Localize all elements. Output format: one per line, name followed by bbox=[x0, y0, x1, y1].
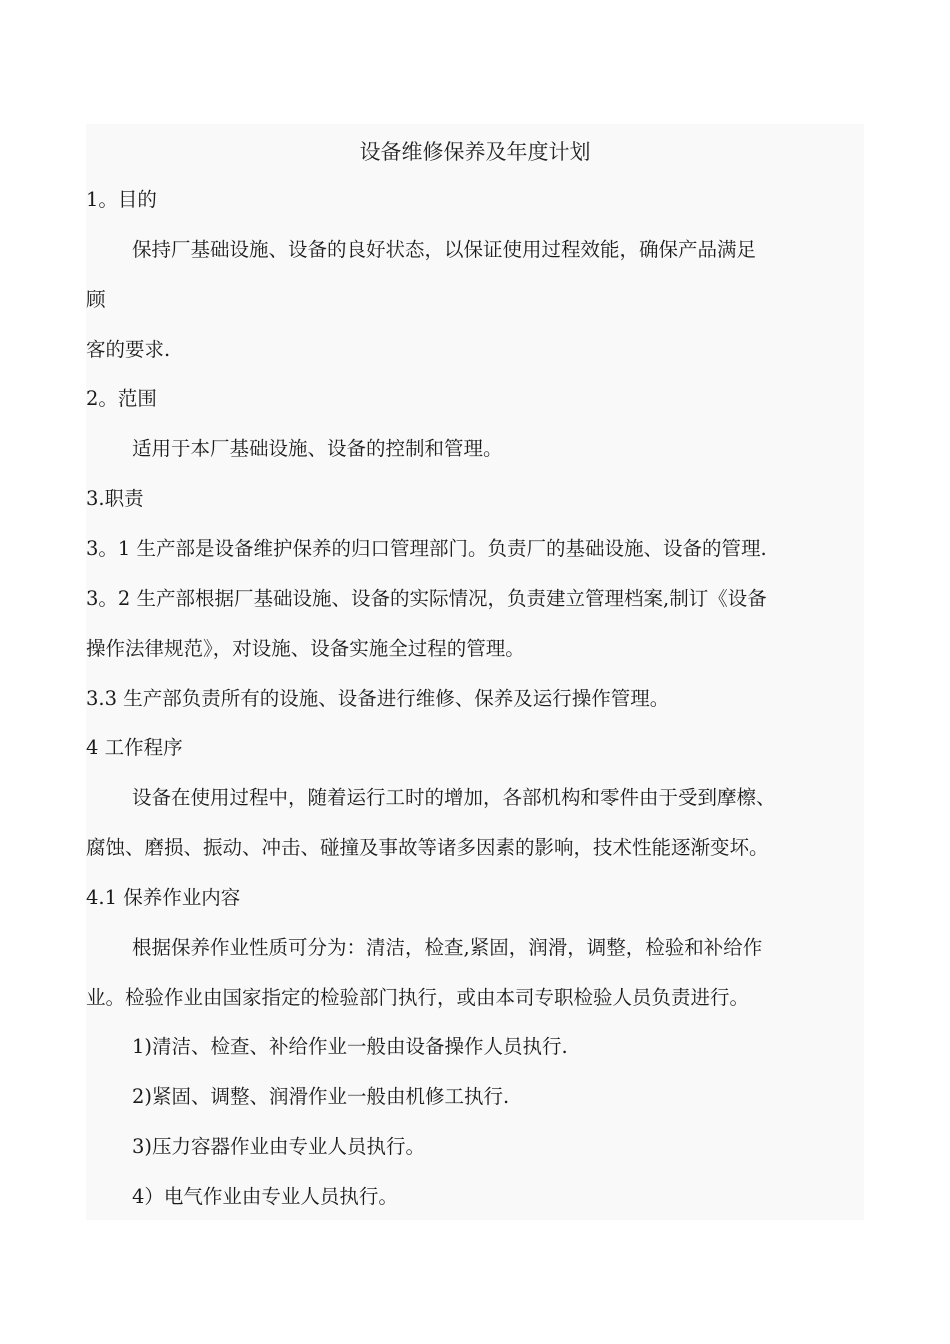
section-heading-purpose: 1。目的 bbox=[86, 188, 157, 211]
document-title: 设备维修保养及年度计划 bbox=[359, 140, 591, 164]
list-item: 2)紧固、调整、润滑作业一般由机修工执行. bbox=[132, 1085, 510, 1108]
section-heading-scope: 2。范围 bbox=[86, 387, 157, 410]
paragraph-line: 适用于本厂基础设施、设备的控制和管理。 bbox=[132, 437, 503, 460]
paragraph-line: 业。检验作业由国家指定的检验部门执行，或由本司专职检验人员负责进行。 bbox=[86, 986, 750, 1009]
list-item: 1)清洁、检查、补给作业一般由设备操作人员执行. bbox=[132, 1035, 568, 1058]
paragraph-line: 客的要求. bbox=[86, 338, 171, 361]
paragraph-line: 操作法律规范》，对设施、设备实施全过程的管理。 bbox=[86, 637, 525, 660]
paragraph-line: 3。2 生产部根据厂基础设施、设备的实际情况，负责建立管理档案,制订《设备 bbox=[86, 587, 767, 610]
section-heading-maintenance-content: 4.1 保养作业内容 bbox=[86, 886, 241, 909]
paragraph-line: 设备在使用过程中，随着运行工时的增加，各部机构和零件由于受到摩檫、 bbox=[132, 786, 776, 809]
paragraph-line: 根据保养作业性质可分为：清洁，检查,紧固，润滑，调整，检验和补给作 bbox=[132, 936, 763, 959]
paragraph-line: 保持厂基础设施、设备的良好状态，以保证使用过程效能，确保产品满足 bbox=[132, 238, 757, 261]
list-item: 3)压力容器作业由专业人员执行。 bbox=[132, 1135, 426, 1158]
paragraph-line: 顾 bbox=[86, 288, 106, 311]
list-item: 4）电气作业由专业人员执行。 bbox=[132, 1185, 398, 1208]
section-heading-duties: 3.职责 bbox=[86, 487, 144, 510]
paragraph-line: 腐蚀、磨损、振动、冲击、碰撞及事故等诸多因素的影响，技术性能逐渐变坏。 bbox=[86, 836, 769, 859]
paragraph-line: 3。1 生产部是设备维护保养的归口管理部门。负责厂的基础设施、设备的管理. bbox=[86, 537, 767, 560]
section-heading-procedure: 4 工作程序 bbox=[86, 736, 183, 759]
paragraph-line: 3.3 生产部负责所有的设施、设备进行维修、保养及运行操作管理。 bbox=[86, 687, 670, 710]
